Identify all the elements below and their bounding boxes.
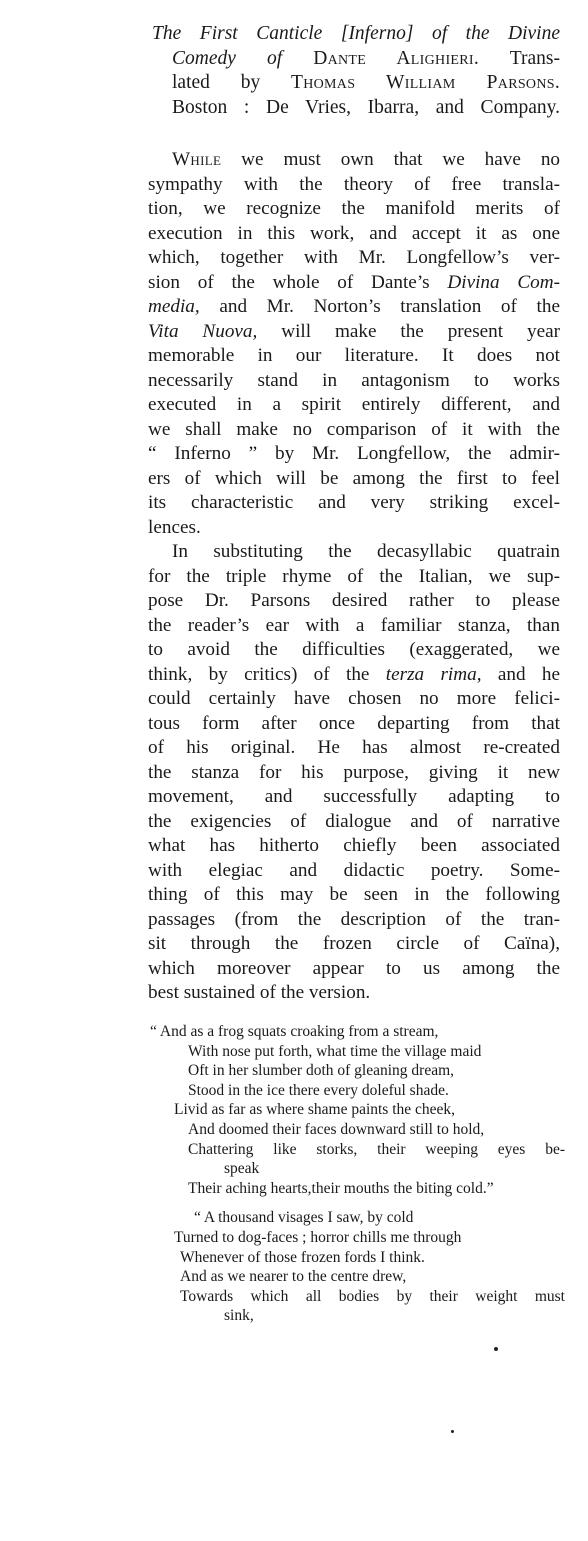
text-line: Vita Nuova, will make the present year (148, 320, 561, 342)
text-line: “ Inferno ” by Mr. Longfellow, the admir- (148, 443, 560, 464)
text-line: movement, and successfully adapting to (148, 786, 560, 807)
text-line: media, and Mr. Norton’s translation of the (148, 296, 560, 317)
stanza-gap (150, 1198, 565, 1208)
verse-line: sink, (224, 1307, 254, 1325)
text-line: sympathy with the theory of free transla- (148, 173, 560, 195)
text-line: the stanza for his purpose, giving it new (148, 761, 560, 783)
verse-line: Chattering like storks, their weeping eyes be- (188, 1140, 565, 1158)
citation-publisher: Boston : De Vries, Ibarra, and Company. (172, 96, 560, 118)
review-body (148, 148, 560, 1006)
scan-speck (451, 1430, 454, 1433)
text-line: best sustained of the version. (148, 982, 371, 1003)
text-line: executed in a spirit entirely different, and (148, 394, 560, 415)
verse-line: Whenever of those frozen fords I think. (180, 1248, 425, 1266)
text-line: the reader’s ear with a familiar stanza, than (148, 614, 560, 636)
translator-name: Thomas William Parsons. (291, 72, 560, 93)
verse-line: “ A thousand visages I saw, by cold (194, 1209, 414, 1227)
text-line: what has hitherto chiefly been associated (148, 835, 560, 856)
verse-line: With nose put forth, what time the village maid (188, 1042, 482, 1060)
verse-line: speak (224, 1160, 260, 1178)
text-line: lences. (148, 516, 201, 538)
verse-line: And as we nearer to the centre drew, (180, 1268, 407, 1286)
verse-line: Livid as far as where shame paints the cheek, (174, 1101, 456, 1119)
verse-quotation (150, 1022, 565, 1326)
text-line: we shall make no comparison of it with the (148, 418, 560, 440)
text-line: sit through the frozen circle of Caïna), (148, 933, 560, 954)
text-line: which, together with Mr. Longfellow’s ver- (148, 247, 560, 268)
verse-line: Stood in the ice there every doleful shade. (188, 1081, 449, 1099)
scan-speck (494, 1347, 498, 1351)
verse-line: Oft in her slumber doth of gleaning dream, (188, 1062, 455, 1080)
text-line: execution in this work, and accept it as one (148, 222, 560, 244)
author-name: Dante Alighieri. (313, 47, 480, 69)
text-line: think, by critics) of the terza rima, and he (148, 663, 560, 685)
text-line: to avoid the difficulties (exaggerated, we (148, 639, 560, 660)
text-line: memorable in our literature. It does not (148, 345, 560, 366)
book-citation-header (152, 22, 560, 120)
text-line: sion of the whole of Dante’s Divina Com- (148, 271, 560, 293)
citation-line-3: lated by Thomas William Parsons. (172, 72, 560, 93)
verse-line: Towards which all bodies by their weight must (180, 1287, 565, 1305)
text-line: ers of which will be among the first to feel (148, 467, 560, 489)
text-line: tion, we recognize the manifold merits of (148, 198, 560, 219)
verse-line: “ And as a frog squats croaking from a stream, (150, 1023, 439, 1040)
text-line: In substituting the decasyllabic quatrain (172, 541, 560, 562)
text-line: tous form after once departing from that (148, 712, 560, 734)
verse-line: Turned to dog-faces ; horror chills me through (174, 1228, 462, 1246)
text-line: the exigencies of dialogue and of narrative (148, 810, 560, 832)
citation-line-1: The First Canticle [Inferno] of the Divine (152, 23, 560, 44)
text-line: which moreover appear to us among the (148, 957, 560, 979)
text-line: its characteristic and very striking excel- (148, 492, 560, 513)
verse-line: Their aching hearts,their mouths the biting cold.” (188, 1179, 494, 1197)
text-line: for the triple rhyme of the Italian, we sup- (148, 565, 560, 587)
verse-line: And doomed their faces downward still to hold, (188, 1120, 485, 1138)
text-line: pose Dr. Parsons desired rather to please (148, 590, 560, 611)
citation-line-2: Comedy of Dante Alighieri. Trans- (172, 47, 560, 69)
text-line: passages (from the description of the tran- (148, 908, 560, 930)
text-line: could certainly have chosen no more felici- (148, 688, 560, 709)
text-line: While we must own that we have no (172, 149, 561, 170)
text-line: of his original. He has almost re-created (148, 737, 560, 758)
text-line: with elegiac and didactic poetry. Some- (148, 859, 560, 881)
text-line: thing of this may be seen in the following (148, 884, 560, 905)
text-line: necessarily stand in antagonism to works (148, 369, 560, 391)
